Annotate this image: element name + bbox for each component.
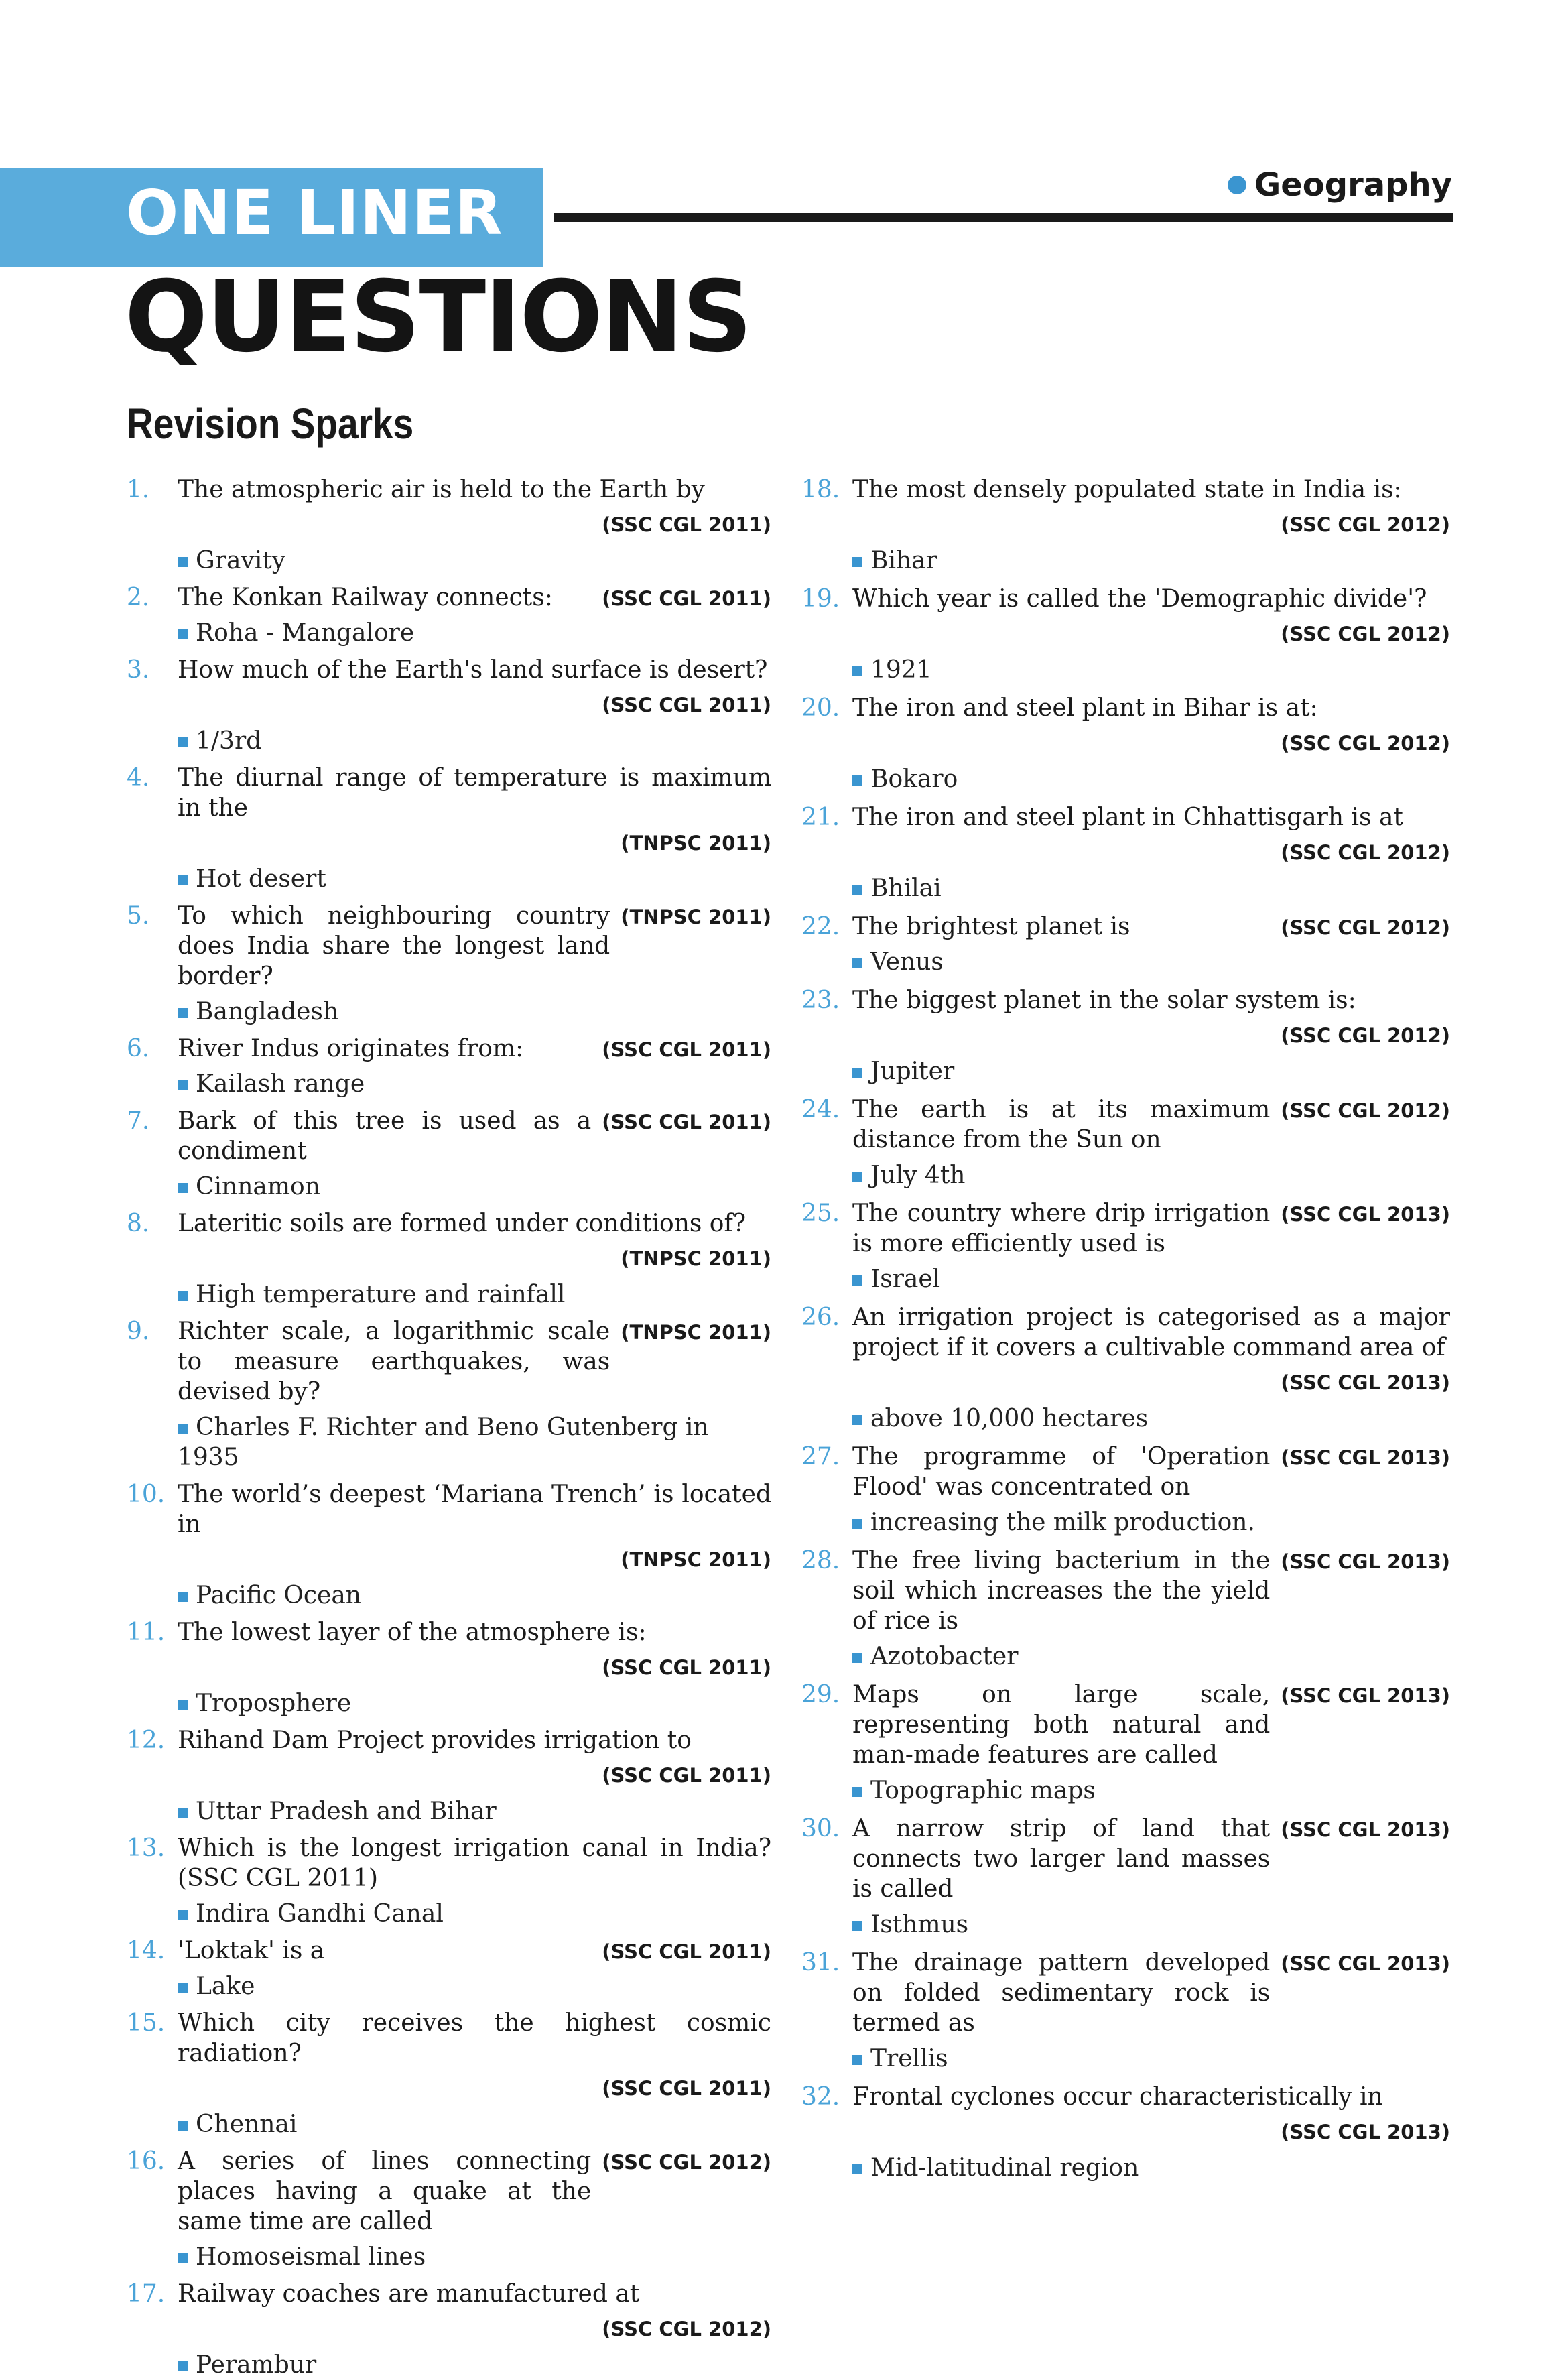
answer (852, 1641, 1450, 1672)
question-text (178, 763, 771, 823)
question-label: Railway coaches are manufactured at (178, 2280, 640, 2308)
question-text (852, 2082, 1450, 2112)
question-text (178, 1106, 771, 1166)
question-item (801, 693, 1450, 794)
banner-text: ONE LINER (126, 177, 503, 249)
question-text (178, 1725, 771, 1755)
exam-source: (SSC CGL 2011) (602, 1038, 771, 1061)
question-label: Bark of this tree is used as a condiment (178, 1107, 592, 1165)
answer-text: Mid-latitudinal region (870, 2154, 1139, 2182)
answer-text: Cinnamon (196, 1173, 320, 1200)
question-label: A narrow strip of land that connects two larger land masses is called (852, 1815, 1271, 1903)
answer (852, 1160, 1450, 1190)
answer-text: Israel (870, 1265, 941, 1293)
question-text (178, 582, 771, 613)
answer (178, 1172, 771, 1202)
answer-bullet-icon (178, 1983, 188, 1993)
question-text (852, 693, 1450, 723)
question-number: 16. (127, 2147, 166, 2175)
question-item (127, 1316, 771, 1473)
question-number: 27. (801, 1443, 840, 1470)
answer-bullet-icon (178, 1424, 188, 1434)
question-text (852, 1814, 1450, 1904)
section-heading: Revision Sparks (127, 399, 414, 448)
answer-bullet-icon (852, 1172, 862, 1182)
answer-text: Uttar Pradesh and Bihar (196, 1798, 497, 1825)
answer-bullet-icon (852, 1519, 862, 1529)
answer (178, 1069, 771, 1099)
exam-source: (SSC CGL 2011) (602, 1764, 771, 1787)
answer-bullet-icon (852, 1653, 862, 1663)
answer-text: 1/3rd (196, 727, 262, 755)
question-number: 9. (127, 1318, 150, 1345)
exam-source: (SSC CGL 2011) (602, 1940, 771, 1963)
answer-bullet-icon (852, 885, 862, 895)
exam-source: (TNPSC 2011) (621, 1247, 771, 1270)
answer (178, 1412, 771, 1473)
question-number: 2. (127, 584, 150, 611)
question-item (801, 1948, 1450, 2074)
answer-bullet-icon (178, 1592, 188, 1602)
exam-source: (SSC CGL 2012) (1281, 916, 1450, 939)
question-number: 32. (801, 2083, 840, 2111)
answer (852, 2153, 1450, 2183)
question-text (178, 901, 771, 991)
question-number: 8. (127, 1210, 150, 1237)
right-question-column (801, 475, 1450, 2183)
question-item (801, 1680, 1450, 1806)
answer-text: Bhilai (870, 875, 942, 902)
question-text (852, 802, 1450, 832)
answer (852, 1507, 1450, 1538)
answer (178, 2242, 771, 2272)
exam-source: (SSC CGL 2012) (1281, 1024, 1450, 1047)
question-text (178, 1208, 771, 1239)
question-label: An irrigation project is categorised as a major project if it covers a cultivable command area of (852, 1304, 1450, 1361)
answer-bullet-icon (178, 737, 188, 747)
answer (178, 726, 771, 756)
question-text (852, 912, 1450, 942)
question-label: The iron and steel plant in Chhattisgarh is at (852, 804, 1403, 831)
question-number: 6. (127, 1035, 150, 1062)
question-label: Frontal cyclones occur characteristically in (852, 2083, 1383, 2111)
one-liner-banner (0, 168, 543, 267)
question-number: 23. (801, 987, 840, 1014)
answer (178, 1971, 771, 2001)
exam-source: (SSC CGL 2013) (1281, 1952, 1450, 1975)
exam-source: (SSC CGL 2011) (602, 2077, 771, 2100)
exam-source: (SSC CGL 2012) (602, 2151, 771, 2174)
question-text (852, 1948, 1450, 2038)
question-number: 1. (127, 476, 150, 503)
answer-text: Venus (870, 948, 944, 976)
subject-tag (1228, 166, 1452, 204)
exam-source: (SSC CGL 2012) (1281, 513, 1450, 536)
answer-text: Isthmus (870, 1911, 969, 1938)
question-number: 25. (801, 1200, 840, 1227)
question-label: Which is the longest irrigation canal in India? (SSC CGL 2011) (178, 1834, 771, 1892)
question-item (127, 1725, 771, 1826)
question-item (801, 1814, 1450, 1940)
answer-bullet-icon (852, 557, 862, 567)
question-item (801, 802, 1450, 903)
answer-text: Homoseismal lines (196, 2243, 426, 2271)
question-item (127, 763, 771, 894)
question-text (178, 1479, 771, 1540)
question-label: The Konkan Railway connects: (178, 584, 553, 611)
question-item (801, 1546, 1450, 1672)
question-item (801, 1198, 1450, 1294)
question-text (852, 985, 1450, 1015)
question-text (178, 1034, 771, 1064)
exam-source: (SSC CGL 2011) (602, 694, 771, 716)
answer (852, 2044, 1450, 2074)
question-number: 10. (127, 1481, 166, 1508)
question-number: 18. (801, 476, 840, 503)
exam-source: (SSC CGL 2013) (1281, 1371, 1450, 1394)
answer (852, 655, 1450, 685)
question-item (127, 1833, 771, 1929)
question-label: The programme of 'Operation Flood' was concentrated on (852, 1443, 1271, 1501)
answer-bullet-icon (852, 666, 862, 676)
answer-bullet-icon (178, 2121, 188, 2131)
exam-source: (TNPSC 2011) (621, 905, 771, 928)
exam-source: (TNPSC 2011) (621, 1548, 771, 1571)
answer-bullet-icon (852, 2055, 862, 2065)
answer-bullet-icon (178, 875, 188, 885)
question-text (178, 1936, 771, 1966)
question-label: The most densely populated state in India is: (852, 476, 1402, 503)
left-question-column (127, 475, 771, 2380)
exam-source: (SSC CGL 2011) (602, 1111, 771, 1133)
answer-text: Pacific Ocean (196, 1582, 361, 1609)
answer-text: Charles F. Richter and Beno Gutenberg in 1935 (178, 1414, 709, 1471)
answer-bullet-icon (852, 1921, 862, 1931)
question-number: 24. (801, 1096, 840, 1123)
question-number: 20. (801, 694, 840, 722)
exam-source: (SSC CGL 2011) (602, 587, 771, 610)
answer (178, 864, 771, 894)
answer-bullet-icon (852, 958, 862, 968)
question-label: The drainage pattern developed on folded sedimentary rock is termed as (852, 1949, 1271, 2037)
question-number: 7. (127, 1107, 150, 1135)
question-text (178, 2008, 771, 2068)
answer (852, 1775, 1450, 1806)
question-label: River Indus originates from: (178, 1035, 524, 1062)
answer-text: Kailash range (196, 1070, 365, 1098)
exam-source: (SSC CGL 2011) (602, 513, 771, 536)
question-number: 3. (127, 656, 150, 684)
answer-bullet-icon (852, 1275, 862, 1286)
answer (178, 2109, 771, 2139)
question-text (852, 1546, 1450, 1636)
header-rule (554, 213, 1453, 222)
answer-text: Bangladesh (196, 998, 339, 1025)
exam-source: (SSC CGL 2013) (1281, 1684, 1450, 1707)
question-label: The lowest layer of the atmosphere is: (178, 1619, 647, 1646)
answer-text: Roha - Mangalore (196, 619, 415, 647)
question-item (127, 1617, 771, 1718)
answer-bullet-icon (178, 1808, 188, 1818)
exam-source: (SSC CGL 2012) (1281, 841, 1450, 864)
question-item (127, 901, 771, 1027)
question-number: 22. (801, 913, 840, 940)
question-number: 14. (127, 1937, 166, 1964)
subject-label: Geography (1254, 166, 1452, 204)
question-number: 26. (801, 1304, 840, 1331)
answer-bullet-icon (178, 557, 188, 567)
answer (852, 1403, 1450, 1434)
question-item (801, 985, 1450, 1086)
question-item (127, 2008, 771, 2139)
exam-source: (SSC CGL 2013) (1281, 1550, 1450, 1573)
question-label: The atmospheric air is held to the Earth by (178, 476, 705, 503)
question-number: 19. (801, 585, 840, 613)
answer (852, 947, 1450, 977)
answer-text: Azotobacter (870, 1643, 1019, 1670)
question-label: The country where drip irrigation is more efficiently used is (852, 1200, 1271, 1257)
answer-bullet-icon (852, 775, 862, 786)
question-label: 'Loktak' is a (178, 1937, 325, 1964)
answer-text: Trellis (870, 2045, 948, 2072)
answer (852, 764, 1450, 794)
exam-source: (SSC CGL 2012) (1281, 732, 1450, 755)
exam-source: (TNPSC 2011) (621, 832, 771, 855)
answer-bullet-icon (178, 1008, 188, 1018)
exam-source: (SSC CGL 2012) (1281, 623, 1450, 645)
question-label: How much of the Earth's land surface is desert? (178, 656, 768, 684)
exam-source: (SSC CGL 2012) (1281, 1099, 1450, 1122)
answer-text: increasing the milk production. (870, 1509, 1255, 1536)
answer-text: Troposphere (196, 1690, 352, 1717)
answer (852, 1056, 1450, 1086)
question-text (178, 1833, 771, 1893)
exam-source: (SSC CGL 2013) (1281, 1446, 1450, 1469)
question-item (801, 2082, 1450, 2183)
answer (178, 546, 771, 576)
question-text (178, 1316, 771, 1407)
answer (178, 1580, 771, 1611)
answer (178, 1688, 771, 1718)
question-number: 5. (127, 902, 150, 930)
answer-bullet-icon (178, 2361, 188, 2371)
answer (852, 1909, 1450, 1940)
answer-text: Indira Gandhi Canal (196, 1900, 444, 1928)
answer-bullet-icon (852, 1787, 862, 1797)
question-label: Richter scale, a logarithmic scale to measure earthquakes, was devised by? (178, 1318, 610, 1405)
exam-source: (SSC CGL 2011) (602, 1656, 771, 1679)
question-label: The diurnal range of temperature is maximum in the (178, 764, 771, 822)
question-text (852, 475, 1450, 505)
question-label: The biggest planet in the solar system is: (852, 987, 1356, 1014)
exam-source: (SSC CGL 2013) (1281, 2121, 1450, 2143)
question-text (852, 584, 1450, 614)
question-number: 12. (127, 1727, 166, 1754)
question-label: The earth is at its maximum distance from the Sun on (852, 1096, 1271, 1153)
answer-text: Jupiter (870, 1058, 955, 1085)
answer (178, 2350, 771, 2380)
question-item (127, 475, 771, 576)
answer-text: Bihar (870, 547, 937, 574)
question-label: A series of lines connecting places having a quake at the same time are called (178, 2147, 592, 2235)
answer-bullet-icon (852, 1415, 862, 1425)
bullet-dot-icon (1228, 176, 1246, 194)
question-item (127, 1106, 771, 1202)
answer-bullet-icon (178, 629, 188, 639)
question-item (127, 1479, 771, 1611)
answer (178, 1796, 771, 1826)
question-number: 30. (801, 1815, 840, 1842)
answer-text: Bokaro (870, 765, 958, 793)
question-text (178, 655, 771, 685)
answer-text: above 10,000 hectares (870, 1405, 1149, 1432)
answer-bullet-icon (852, 2164, 862, 2174)
answer-text: Perambur (196, 2351, 317, 2379)
question-number: 21. (801, 804, 840, 831)
answer-text: July 4th (870, 1162, 966, 1189)
question-label: The world’s deepest ‘Mariana Trench’ is located in (178, 1481, 771, 1538)
question-item (127, 1034, 771, 1099)
question-item (127, 1936, 771, 2001)
answer (178, 1899, 771, 1929)
question-text (852, 1442, 1450, 1502)
question-text (178, 2279, 771, 2309)
answer-bullet-icon (178, 1700, 188, 1710)
answer (178, 997, 771, 1027)
answer (852, 546, 1450, 576)
answer (178, 618, 771, 648)
question-item (801, 912, 1450, 977)
question-number: 15. (127, 2009, 166, 2037)
question-text (852, 1094, 1450, 1155)
question-label: The brightest planet is (852, 913, 1130, 940)
question-item (127, 2146, 771, 2272)
question-item (801, 584, 1450, 685)
question-item (127, 582, 771, 648)
question-label: Rihand Dam Project provides irrigation to (178, 1727, 692, 1754)
answer-bullet-icon (852, 1068, 862, 1078)
exam-source: (TNPSC 2011) (621, 1321, 771, 1344)
question-text (178, 475, 771, 505)
page-title: QUESTIONS (125, 260, 751, 374)
answer-text: Gravity (196, 547, 286, 574)
question-number: 4. (127, 764, 150, 792)
question-item (801, 1302, 1450, 1434)
question-item (801, 475, 1450, 576)
question-label: Which year is called the 'Demographic divide'? (852, 585, 1427, 613)
question-label: To which neighbouring country does India share the longest land border? (178, 902, 610, 990)
question-text (178, 1617, 771, 1647)
answer-bullet-icon (178, 1291, 188, 1301)
answer-text: 1921 (870, 656, 932, 684)
question-label: Maps on large scale, representing both natural and man-made features are called (852, 1681, 1271, 1769)
question-item (801, 1442, 1450, 1538)
exam-source: (SSC CGL 2013) (1281, 1818, 1450, 1841)
exam-source: (SSC CGL 2012) (602, 2318, 771, 2340)
answer-text: Topographic maps (870, 1777, 1096, 1804)
question-number: 13. (127, 1834, 166, 1862)
answer-text: Lake (196, 1972, 255, 2000)
answer (852, 1264, 1450, 1294)
answer-bullet-icon (178, 2253, 188, 2263)
question-label: Which city receives the highest cosmic radiation? (178, 2009, 771, 2067)
answer-text: Chennai (196, 2111, 298, 2138)
answer-bullet-icon (178, 1080, 188, 1090)
answer-text: High temperature and rainfall (196, 1281, 566, 1308)
answer (178, 1279, 771, 1310)
answer-bullet-icon (178, 1183, 188, 1193)
answer-bullet-icon (178, 1910, 188, 1920)
question-number: 29. (801, 1681, 840, 1708)
question-item (127, 1208, 771, 1310)
question-number: 31. (801, 1949, 840, 1977)
question-text (852, 1680, 1450, 1770)
exam-source: (SSC CGL 2013) (1281, 1203, 1450, 1226)
question-text (852, 1302, 1450, 1363)
question-label: The free living bacterium in the soil which increases the the yield of rice is (852, 1547, 1271, 1635)
question-number: 17. (127, 2280, 166, 2308)
question-number: 28. (801, 1547, 840, 1574)
question-text (852, 1198, 1450, 1259)
question-item (801, 1094, 1450, 1190)
question-item (127, 2279, 771, 2380)
answer-text: Hot desert (196, 865, 326, 893)
question-label: Lateritic soils are formed under conditions of? (178, 1210, 746, 1237)
question-label: The iron and steel plant in Bihar is at: (852, 694, 1318, 722)
answer (852, 873, 1450, 903)
question-number: 11. (127, 1619, 166, 1646)
question-item (127, 655, 771, 756)
